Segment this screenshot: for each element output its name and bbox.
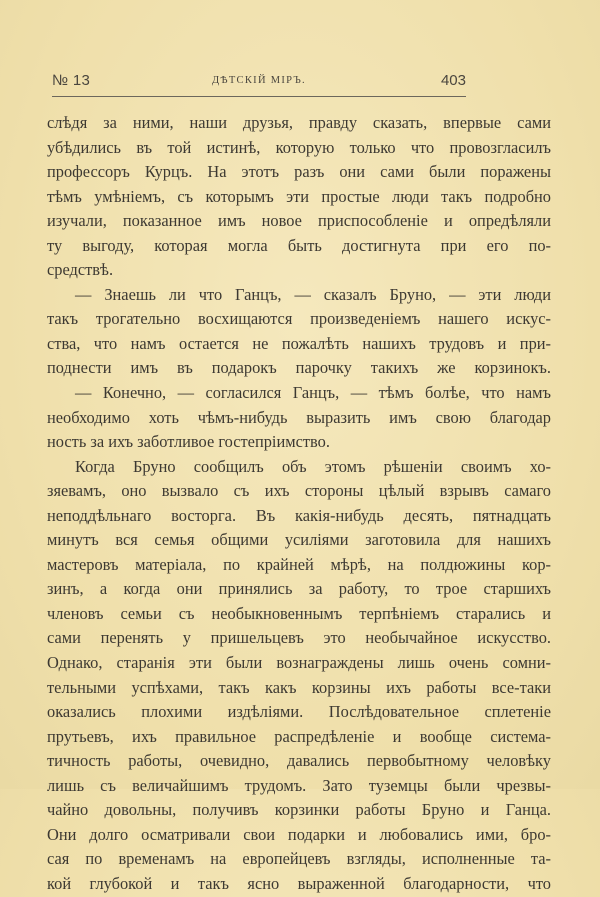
text-line: сами перенять у пришельцевъ это необычайное искусство. [47, 628, 551, 648]
text-line: Когда Бруно сообщилъ объ этомъ рѣшеніи своимъ хо- [75, 456, 551, 476]
text-line: профессоръ Курцъ. На этотъ разъ они сами были поражены [47, 162, 551, 182]
text-line: поднести имъ въ подарокъ парочку такихъ же корзинокъ. [47, 358, 551, 378]
text-line: убѣдились въ той истинѣ, которую только что провозгласилъ [47, 137, 551, 157]
text-line: мастеровъ матеріала, по крайней мѣрѣ, на полдюжины кор- [47, 554, 551, 574]
text-line: тичность работы, очевидно, давались первобытному человѣку [47, 751, 551, 771]
body-text [47, 111, 551, 897]
text-line: слѣдя за ними, наши друзья, правду сказать, впервые сами [47, 113, 551, 132]
text-line: зинъ, а когда они принялись за работу, то трое старшихъ [47, 579, 551, 599]
text-line: средствѣ. [47, 260, 114, 280]
running-header [52, 72, 466, 94]
journal-title: ДѢТСКІЙ МІРЪ. [212, 75, 306, 86]
text-line: тѣмъ умѣніемъ, съ которымъ эти простые люди такъ подробно [47, 186, 551, 206]
text-line: кой глубокой и такъ ясно выраженной благодарности, что [47, 873, 551, 893]
text-line: необходимо хоть чѣмъ-нибудь выразить имъ свою благодар [47, 407, 551, 427]
text-line: Они долго осматривали свои подарки и любовались ими, бро- [47, 824, 551, 844]
text-line: чайно довольны, получивъ корзинки работы Бруно и Ганца. [47, 800, 551, 820]
text-line: ту выгоду, которая могла быть достигнута при его по- [47, 235, 551, 255]
text-line: — Конечно, — согласился Ганцъ, — тѣмъ болѣе, что намъ [75, 383, 551, 403]
text-line: Однако, старанія эти были вознаграждены лишь очень сомни- [47, 653, 551, 673]
header-rule [52, 96, 466, 97]
text-line: ства, что намъ остается не пожалѣть нашихъ трудовъ и при- [47, 333, 551, 353]
text-line: — Знаешь ли что Ганцъ, — сказалъ Бруно, — эти люди [75, 284, 551, 304]
text-line: такъ трогательно восхищаются произведеніемъ нашего искус- [47, 309, 551, 329]
text-line: прутьевъ, ихъ правильное распредѣленіе и вообще система- [47, 726, 551, 746]
page-number: 403 [440, 72, 466, 89]
issue-number: № 13 [52, 72, 91, 89]
text-line: ность за ихъ заботливое гостепріимство. [47, 432, 330, 452]
text-line: неподдѣльнаго восторга. Въ какія-нибудь десять, пятнадцать [47, 505, 551, 525]
text-line: зяевамъ, оно вызвало съ ихъ стороны цѣлый взрывъ самаго [47, 481, 551, 501]
text-line: минутъ вся семья общими усиліями заготовила для нашихъ [47, 530, 551, 550]
text-line: тельными успѣхами, такъ какъ корзины ихъ работы все-таки [47, 677, 551, 697]
text-line: изучали, показанное имъ новое приспособленіе и опредѣляли [47, 211, 551, 231]
text-line: сая по временамъ на европейцевъ взгляды, исполненные та- [47, 849, 551, 869]
text-line: оказались плохими издѣліями. Послѣдовательное сплетеніе [47, 702, 551, 722]
text-line: членовъ семьи съ необыкновеннымъ терпѣніемъ старались и [47, 603, 551, 623]
text-line: лишь съ величайшимъ трудомъ. Зато туземцы были чрезвы- [47, 775, 551, 795]
